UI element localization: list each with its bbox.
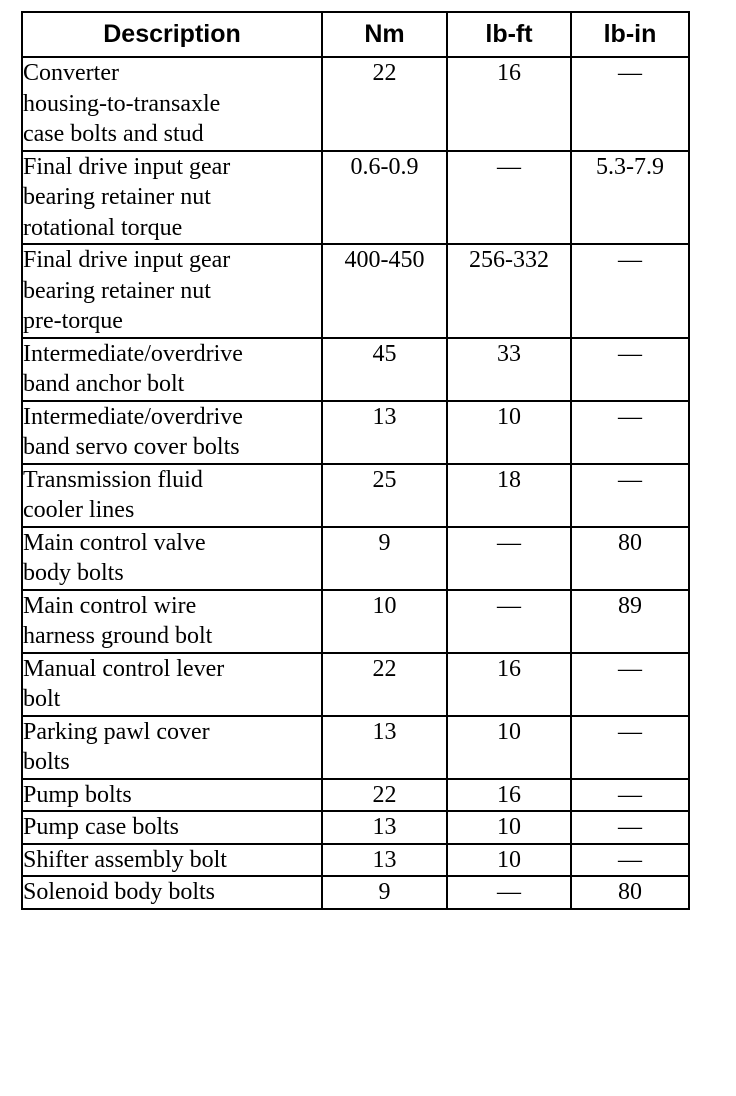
description-line: bearing retainer nut	[23, 277, 211, 304]
cell-lb-in: —	[571, 244, 689, 338]
cell-description	[22, 57, 322, 151]
description-line: Manual control lever	[23, 655, 225, 682]
description-line: housing-to-transaxle	[23, 90, 221, 117]
cell-nm: 13	[322, 844, 447, 877]
cell-nm: 13	[322, 716, 447, 779]
table-row	[22, 844, 689, 877]
description-line: Intermediate/overdrive	[23, 340, 243, 367]
cell-lb-ft: 18	[447, 464, 571, 527]
description-line: band anchor bolt	[23, 371, 185, 397]
description-line: case bolts and stud	[23, 121, 204, 147]
cell-nm: 13	[322, 401, 447, 464]
cell-description	[22, 716, 322, 779]
description-line: Final drive input gear	[23, 153, 231, 180]
cell-lb-ft: 10	[447, 401, 571, 464]
cell-lb-in: 80	[571, 527, 689, 590]
description-line: harness ground bolt	[23, 623, 213, 649]
cell-nm: 22	[322, 779, 447, 812]
cell-description	[22, 653, 322, 716]
description-line: Main control valve	[23, 529, 206, 556]
description-line: pre-torque	[23, 308, 123, 334]
cell-nm: 400-450	[322, 244, 447, 338]
description-line: Pump bolts	[23, 781, 132, 808]
description-line: Main control wire	[23, 592, 197, 619]
cell-lb-in: —	[571, 57, 689, 151]
cell-nm: 22	[322, 57, 447, 151]
cell-description	[22, 779, 322, 812]
description-line: body bolts	[23, 560, 124, 586]
table-row	[22, 57, 689, 151]
cell-description	[22, 844, 322, 877]
description-line: Pump case bolts	[23, 814, 179, 840]
cell-lb-in: —	[571, 653, 689, 716]
cell-lb-ft: 16	[447, 653, 571, 716]
header-description: Description	[22, 12, 322, 57]
cell-nm: 0.6-0.9	[322, 151, 447, 245]
cell-nm: 9	[322, 876, 447, 909]
table-row	[22, 653, 689, 716]
table-row	[22, 779, 689, 812]
description-line: cooler lines	[23, 497, 135, 523]
cell-lb-in: —	[571, 779, 689, 812]
cell-lb-in: 5.3-7.9	[571, 151, 689, 245]
cell-lb-ft: 10	[447, 811, 571, 844]
cell-nm: 10	[322, 590, 447, 653]
cell-nm: 9	[322, 527, 447, 590]
cell-lb-in: 80	[571, 876, 689, 909]
header-lb-in: lb-in	[571, 12, 689, 57]
table-row	[22, 401, 689, 464]
cell-lb-ft: 16	[447, 779, 571, 812]
cell-nm: 13	[322, 811, 447, 844]
table-row	[22, 151, 689, 245]
cell-description	[22, 244, 322, 338]
description-line: rotational torque	[23, 214, 183, 241]
table-row	[22, 811, 689, 844]
cell-lb-ft: —	[447, 876, 571, 909]
description-line: bearing retainer nut	[23, 184, 211, 210]
description-line: Final drive input gear	[23, 247, 231, 273]
cell-lb-in: —	[571, 811, 689, 844]
cell-description	[22, 151, 322, 245]
cell-lb-in: —	[571, 844, 689, 877]
cell-lb-ft: 10	[447, 716, 571, 779]
cell-description	[22, 811, 322, 844]
cell-lb-ft: —	[447, 527, 571, 590]
cell-lb-ft: 10	[447, 844, 571, 877]
table-row	[22, 716, 689, 779]
description-line: bolt	[23, 686, 61, 712]
description-line: band servo cover bolts	[23, 434, 240, 460]
table-row	[22, 527, 689, 590]
description-line: Solenoid body bolts	[23, 879, 216, 905]
cell-description	[22, 590, 322, 653]
description-line: Intermediate/overdrive	[23, 403, 243, 430]
description-line: bolts	[23, 749, 70, 775]
cell-lb-in: —	[571, 401, 689, 464]
description-line: Parking pawl cover	[23, 718, 210, 745]
cell-lb-ft: 33	[447, 338, 571, 401]
table-row	[22, 590, 689, 653]
description-line: Shifter assembly bolt	[23, 846, 227, 873]
cell-lb-ft: —	[447, 590, 571, 653]
table-row	[22, 464, 689, 527]
cell-lb-ft: —	[447, 151, 571, 245]
cell-lb-in: 89	[571, 590, 689, 653]
cell-description	[22, 464, 322, 527]
cell-lb-in: —	[571, 338, 689, 401]
header-nm: Nm	[322, 12, 447, 57]
table-row	[22, 338, 689, 401]
table-body	[22, 57, 689, 909]
table-row	[22, 244, 689, 338]
cell-lb-in: —	[571, 464, 689, 527]
description-line: Transmission fluid	[23, 466, 203, 493]
cell-description	[22, 338, 322, 401]
cell-description	[22, 401, 322, 464]
cell-nm: 22	[322, 653, 447, 716]
cell-description	[22, 527, 322, 590]
torque-spec-table	[21, 11, 690, 910]
cell-lb-ft: 256-332	[447, 244, 571, 338]
table-header-row	[22, 12, 689, 57]
cell-nm: 25	[322, 464, 447, 527]
header-lb-ft: lb-ft	[447, 12, 571, 57]
table-row	[22, 876, 689, 909]
cell-nm: 45	[322, 338, 447, 401]
cell-description	[22, 876, 322, 909]
cell-lb-ft: 16	[447, 57, 571, 151]
cell-lb-in: —	[571, 716, 689, 779]
description-line: Converter	[23, 60, 119, 86]
